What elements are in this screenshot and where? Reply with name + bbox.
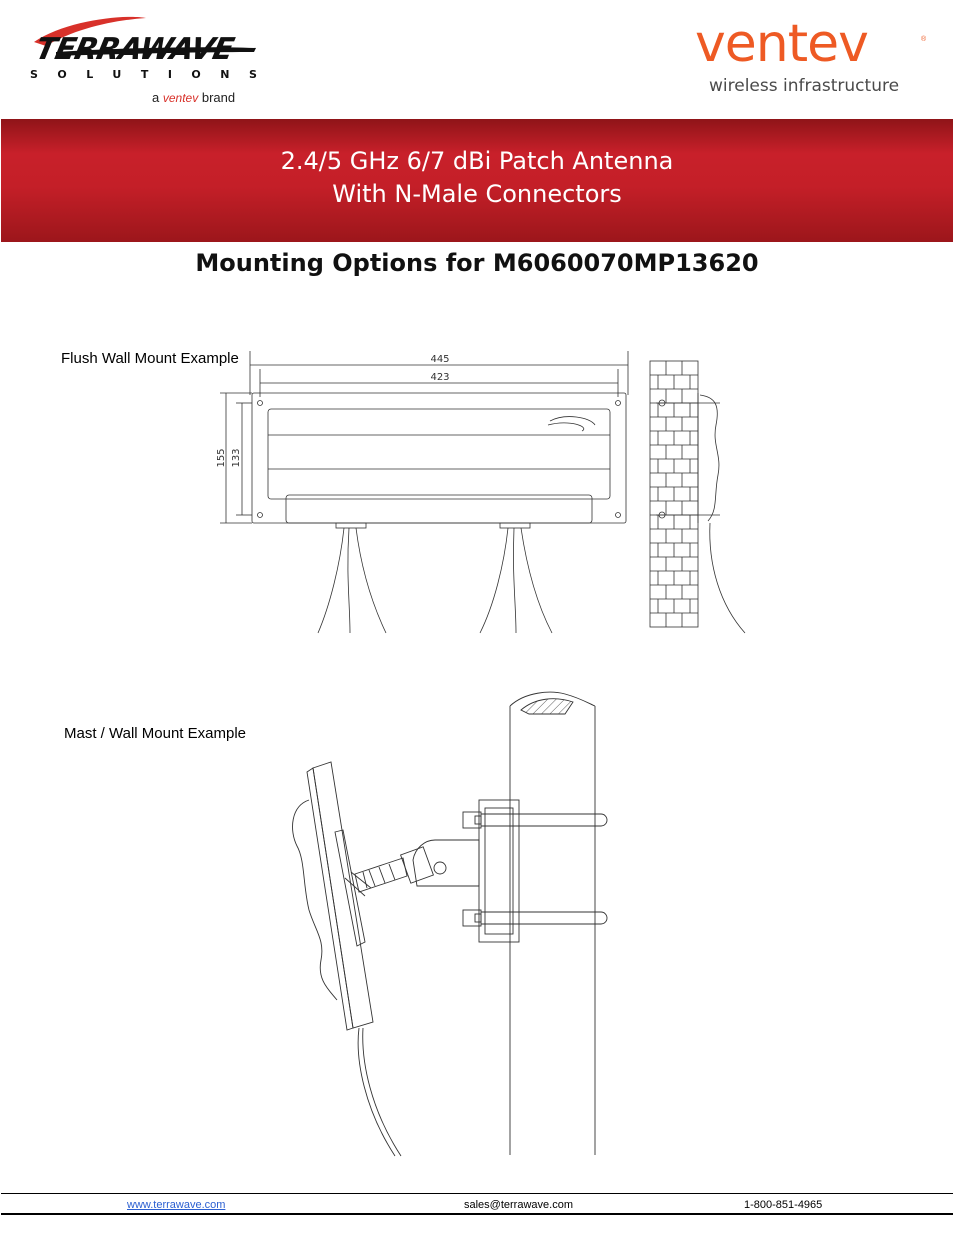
ventev-wordmark: ventev xyxy=(695,14,868,74)
ventev-tagline: wireless infrastructure xyxy=(709,76,900,96)
website-link[interactable]: www.terrawave.com xyxy=(127,1199,226,1211)
registered-mark: ® xyxy=(921,36,927,43)
banner-title-line1: 2.4/5 GHz 6/7 dBi Patch Antenna xyxy=(280,147,674,175)
email-text: sales@terrawave.com xyxy=(464,1199,573,1211)
terrawave-logo xyxy=(26,12,276,108)
ventev-logo xyxy=(695,14,935,100)
dim-hole-height: 133 xyxy=(231,448,242,468)
section-title: Mounting Options for M6060070MP13620 xyxy=(195,249,759,277)
banner-title-line2: With N-Male Connectors xyxy=(332,180,622,208)
mast-mount-drawing xyxy=(285,690,615,1158)
dim-overall-width: 445 xyxy=(430,354,450,365)
brand-name: ventev xyxy=(162,91,199,105)
dim-hole-width: 423 xyxy=(430,372,450,383)
dim-overall-height: 155 xyxy=(216,448,227,468)
footer-top-rule xyxy=(1,1193,953,1194)
brand-line xyxy=(152,90,235,105)
terrawave-subline: SOLUTIONS xyxy=(30,68,277,81)
phone-text: 1-800-851-4965 xyxy=(744,1199,823,1211)
mast-mount-label: Mast / Wall Mount Example xyxy=(64,725,246,742)
flush-mount-label: Flush Wall Mount Example xyxy=(61,350,239,367)
brand-suffix: brand xyxy=(201,90,236,105)
brand-prefix: a xyxy=(152,90,160,105)
title-banner xyxy=(1,119,953,242)
terrawave-wordmark: TERRAWAVE xyxy=(32,32,237,67)
footer-bottom-rule xyxy=(1,1213,953,1215)
flush-mount-drawing xyxy=(210,345,755,635)
